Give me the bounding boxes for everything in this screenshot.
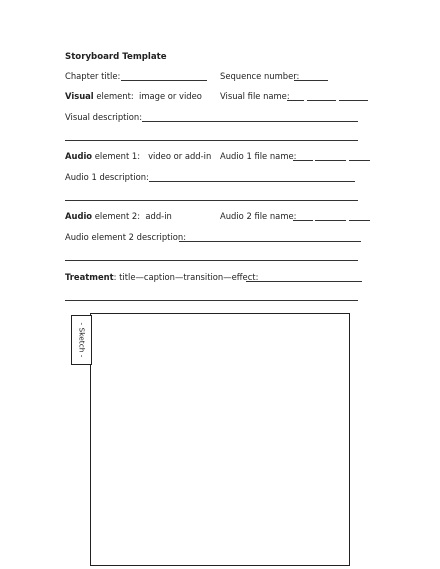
- chapter-title-label: Chapter title:: [65, 71, 121, 81]
- audio1-file-name-blank-1[interactable]: [293, 160, 313, 161]
- visual-element-line: [65, 91, 202, 101]
- treatment-bold-label: Treatment: [65, 272, 114, 282]
- audio1-description-blank[interactable]: [149, 181, 355, 182]
- visual-description-blank[interactable]: [142, 121, 358, 122]
- treatment-text: : title—caption—transition—effect:: [113, 272, 259, 282]
- treatment-blank[interactable]: [246, 281, 362, 282]
- sequence-number-label: Sequence number:: [220, 71, 300, 81]
- sequence-number-blank[interactable]: [294, 80, 328, 81]
- audio2-file-name-blank-1[interactable]: [293, 220, 313, 221]
- audio2-file-name-blank-2[interactable]: [315, 220, 346, 221]
- audio2-description-blank-line-2[interactable]: [65, 260, 358, 261]
- audio2-bold-label: Audio: [65, 211, 93, 221]
- sketch-box[interactable]: [90, 313, 350, 566]
- audio1-element-line: [65, 151, 211, 161]
- audio2-file-name-label: Audio 2 file name:: [220, 211, 297, 221]
- visual-description-label: Visual description:: [65, 112, 143, 122]
- audio2-file-name-blank-3[interactable]: [349, 220, 370, 221]
- treatment-blank-line-2[interactable]: [65, 300, 358, 301]
- visual-description-blank-line-2[interactable]: [65, 140, 358, 141]
- visual-file-name-blank-2[interactable]: [307, 100, 336, 101]
- visual-file-name-label: Visual file name:: [220, 91, 290, 101]
- audio1-file-name-blank-3[interactable]: [349, 160, 370, 161]
- audio1-description-label: Audio 1 description:: [65, 172, 149, 182]
- visual-bold-label: Visual: [65, 91, 94, 101]
- audio1-description-blank-line-2[interactable]: [65, 200, 358, 201]
- chapter-title-blank[interactable]: [121, 80, 207, 81]
- treatment-line: [65, 272, 258, 282]
- document-title: Storyboard Template: [65, 52, 167, 62]
- visual-file-name-blank-1[interactable]: [287, 100, 304, 101]
- audio1-file-name-label: Audio 1 file name:: [220, 151, 297, 161]
- audio2-element-line: [65, 211, 172, 221]
- audio1-element-text: element 1: video or add-in: [92, 151, 212, 161]
- audio1-bold-label: Audio: [65, 151, 93, 161]
- audio2-description-label: Audio element 2 description:: [65, 232, 187, 242]
- visual-file-name-blank-3[interactable]: [339, 100, 368, 101]
- audio1-file-name-blank-2[interactable]: [315, 160, 346, 161]
- visual-element-text: element: image or video: [93, 91, 202, 101]
- sketch-tab: [71, 315, 92, 365]
- audio2-element-text: element 2: add-in: [92, 211, 172, 221]
- audio2-description-blank[interactable]: [179, 241, 361, 242]
- sketch-label: - Sketch -: [77, 322, 86, 358]
